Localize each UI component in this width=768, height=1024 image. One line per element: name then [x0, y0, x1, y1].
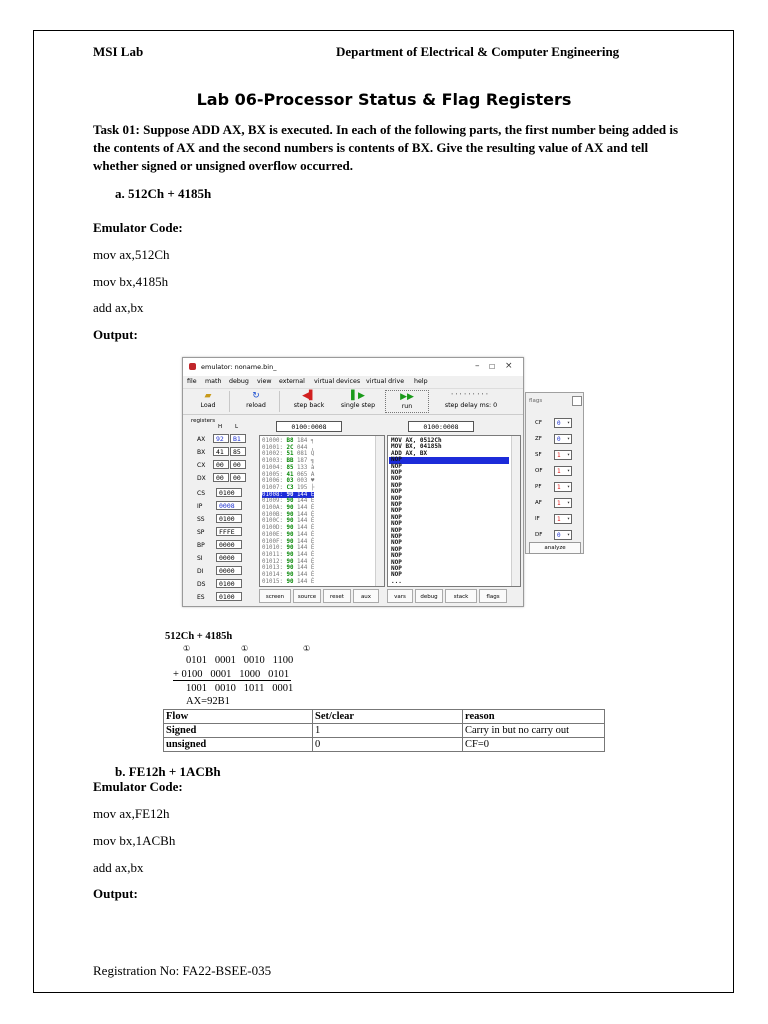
disassembly-row[interactable]: NOP [391, 552, 402, 560]
memory-row[interactable]: 01009: 90 144 É [262, 498, 315, 505]
ip-field[interactable]: 0008 [216, 501, 242, 510]
table-cell: 0 [313, 738, 463, 752]
menu-virtual-devices[interactable]: virtual devices [314, 378, 361, 385]
binary-row-bx: + 0100 0001 1000 0101 [173, 669, 290, 680]
part-b-heading: b. FE12h + 1ACBh [115, 764, 221, 779]
step-back-icon: ◀▌ [302, 391, 316, 401]
disassembly-address-field[interactable]: 0100:0008 [408, 421, 474, 432]
reg-name: BX [197, 449, 206, 456]
ss-field[interactable]: 0100 [216, 514, 242, 523]
reg-name: AX [197, 436, 206, 443]
toolbar-separator [279, 391, 280, 412]
part-b-code-line: mov bx,1ACBh [93, 833, 176, 848]
sf-flag-select[interactable]: 1 ▾ [554, 450, 572, 460]
carry-mark: ① [183, 644, 191, 653]
memory-row[interactable]: 01015: 90 144 É [262, 578, 315, 585]
menu-debug[interactable]: debug [229, 378, 249, 385]
disassembly-row[interactable]: NOP [391, 558, 402, 566]
memory-row[interactable]: 01000: B8 184 ╕ [262, 438, 315, 444]
menu-external[interactable]: external [279, 378, 305, 385]
reg-name: IP [197, 503, 203, 510]
flag-name: IF [535, 516, 540, 522]
disassembly-scrollbar[interactable] [511, 436, 520, 586]
df-flag-select[interactable]: 0 ▾ [554, 530, 572, 540]
footer-registration: Registration No: FA22-BSEE-035 [93, 963, 272, 978]
part-a-output-label: Output: [93, 327, 138, 342]
disassembly-row[interactable]: NOP [391, 475, 402, 483]
memory-row[interactable]: 01013: 90 144 É [262, 565, 315, 572]
reg-name: SS [197, 516, 205, 523]
single-step-icon: ▌▶ [351, 391, 365, 401]
zf-flag-select[interactable]: 0 ▾ [554, 434, 572, 444]
disassembly-row[interactable]: NOP [389, 457, 509, 463]
disassembly-row[interactable]: NOP [391, 520, 402, 528]
di-field[interactable]: 0000 [216, 566, 242, 575]
flag-name: SF [535, 452, 542, 458]
reload-icon: ↻ [252, 391, 260, 401]
table-header-row [164, 710, 605, 724]
dx-h-field[interactable]: 00 [213, 473, 229, 482]
af-flag-select[interactable]: 1 ▾ [554, 498, 572, 508]
emulator-app-icon [189, 363, 196, 370]
l-label: L [235, 424, 239, 430]
ax-l-field[interactable]: B1 [230, 434, 246, 443]
binary-row-ax: 0101 0001 0010 1100 [186, 655, 294, 666]
memory-row[interactable]: 0100B: 90 144 É [262, 511, 315, 518]
step-delay-slider[interactable]: ''''''''' step delay ms: 0 [433, 390, 509, 409]
part-a-code-line: mov bx,4185h [93, 274, 169, 289]
memory-address-field[interactable]: 0100:0008 [276, 421, 342, 432]
ax-h-field[interactable]: 92 [213, 434, 229, 443]
stack-button[interactable]: stack [445, 589, 477, 603]
part-a-code-line: add ax,bx [93, 300, 144, 315]
run-icon: ▶▶ [400, 392, 414, 402]
disassembly-row[interactable]: NOP [391, 507, 402, 515]
si-field[interactable]: 0000 [216, 553, 242, 562]
bx-l-field[interactable]: 85 [230, 447, 246, 456]
maximize-icon[interactable]: ☐ [489, 363, 496, 371]
flags-close-icon[interactable] [572, 396, 582, 406]
memory-row[interactable]: 01002: 51 081 Q [262, 451, 315, 458]
of-flag-select[interactable]: 1 ▾ [554, 466, 572, 476]
cx-h-field[interactable]: 00 [213, 460, 229, 469]
table-cell: CF=0 [463, 738, 605, 752]
part-b-code-line: mov ax,FE12h [93, 806, 170, 821]
cx-l-field[interactable]: 00 [230, 460, 246, 469]
reg-name: CS [197, 490, 205, 497]
part-b-code-label: Emulator Code: [93, 779, 183, 794]
disassembly-row[interactable]: NOP [391, 488, 402, 496]
part-a-heading: a. 512Ch + 4185h [115, 186, 212, 201]
menu-math[interactable]: math [205, 378, 222, 385]
emulator-menubar [183, 377, 523, 387]
memory-row[interactable]: 01004: 85 133 à [262, 464, 315, 471]
part-b-code-line: add ax,bx [93, 860, 144, 875]
carry-mark: ① [241, 644, 249, 653]
disassembly-row[interactable]: ... [391, 577, 402, 585]
calc-title: 512Ch + 4185h [165, 631, 233, 642]
cf-flag-select[interactable]: 0 ▾ [554, 418, 572, 428]
sp-field[interactable]: FFFE [216, 527, 242, 536]
disassembly-row[interactable]: NOP [391, 462, 402, 470]
dropdown-arrow-icon: ▾ [566, 532, 570, 538]
dropdown-arrow-icon: ▾ [566, 452, 570, 458]
memory-row[interactable]: 0100E: 90 144 É [262, 531, 315, 538]
h-label: H [218, 424, 223, 430]
memory-row[interactable]: 01012: 90 144 É [262, 558, 315, 565]
disassembly-row[interactable]: ADD AX, BX [391, 449, 428, 457]
folder-icon: ▰ [204, 391, 212, 401]
load-button[interactable]: ▰ Load [191, 390, 225, 409]
flag-name: OF [535, 468, 543, 474]
flag-name: CF [535, 420, 543, 426]
table-header-cell: Set/clear [313, 710, 463, 724]
header-left: MSI Lab [93, 44, 144, 59]
reset-button[interactable]: reset [323, 589, 351, 603]
flags-window [525, 392, 584, 554]
registers-label: registers [191, 418, 216, 424]
emulator-toolbar [183, 388, 523, 415]
emulator-titlebar [183, 358, 523, 376]
disassembly-row[interactable]: NOP [391, 533, 402, 540]
disassembly-row[interactable]: NOP [391, 565, 402, 572]
table-cell: 1 [313, 724, 463, 738]
memory-row[interactable]: 0100D: 90 144 É [262, 525, 315, 532]
dropdown-arrow-icon: ▾ [566, 484, 570, 490]
table-header-cell: reason [463, 710, 605, 724]
memory-row[interactable]: 01003: BB 187 ╗ [262, 458, 315, 465]
disassembly-row[interactable]: NOP [391, 539, 402, 547]
reg-name: ES [197, 594, 205, 601]
menu-virtual-drive[interactable]: virtual drive [366, 378, 405, 385]
memory-scrollbar[interactable] [375, 436, 384, 586]
flag-name: AF [535, 500, 542, 506]
disassembly-row[interactable]: NOP [391, 571, 402, 579]
ds-field[interactable]: 0100 [216, 579, 242, 588]
dx-l-field[interactable]: 00 [230, 473, 246, 482]
if-flag-select[interactable]: 1 ▾ [554, 514, 572, 524]
dropdown-arrow-icon: ▾ [566, 468, 570, 474]
emulator-window [182, 357, 524, 607]
dropdown-arrow-icon: ▾ [566, 436, 570, 442]
reg-name: DX [197, 475, 206, 482]
menu-help[interactable]: help [414, 378, 428, 385]
screen-button[interactable]: screen [259, 589, 291, 603]
disassembly-row[interactable]: MOV BX, 04185h [391, 443, 442, 451]
table-cell: Signed [164, 724, 313, 738]
task-text: Task 01: Suppose ADD AX, BX is executed. In each of the following parts, the first number being added is the contents of AX and the second numbers is contents of BX. Give the resulting value of AX and tell whether signed or unsigned overflow occurred. [93, 122, 679, 173]
overflow-table [163, 709, 605, 752]
memory-row[interactable]: 0100C: 90 144 É [262, 518, 315, 525]
table-header-cell: Flow [164, 710, 313, 724]
flags-window-title: flags [529, 398, 543, 404]
analyze-button[interactable]: analyze [529, 542, 581, 554]
reg-name: DI [197, 568, 204, 575]
bp-field[interactable]: 0000 [216, 540, 242, 549]
binary-row-result: 1001 0010 1011 0001 [186, 683, 294, 694]
ax-result: AX=92B1 [186, 696, 230, 707]
memory-row[interactable]: 0100F: 90 144 É [262, 538, 315, 545]
disassembly-row[interactable]: NOP [391, 469, 402, 476]
memory-row[interactable]: 01008: 90 144 É [262, 491, 315, 498]
flags-button[interactable]: flags [479, 589, 507, 603]
part-a-code-label: Emulator Code: [93, 220, 183, 235]
disassembly-row[interactable]: NOP [391, 513, 402, 521]
close-icon[interactable]: × [505, 361, 513, 371]
memory-row[interactable]: 01005: 41 065 A [262, 471, 315, 478]
part-a-code-line: mov ax,512Ch [93, 247, 170, 262]
pf-flag-select[interactable]: 1 ▾ [554, 482, 572, 492]
disassembly-row[interactable]: MOV AX, 0512Ch [391, 437, 442, 444]
toolbar-separator [229, 391, 230, 412]
memory-row[interactable]: 0100A: 90 144 É [262, 505, 315, 511]
part-b-output-label: Output: [93, 886, 138, 901]
table-cell: unsigned [164, 738, 313, 752]
es-field[interactable]: 0100 [216, 592, 242, 601]
reg-name: SP [197, 529, 205, 536]
vars-button[interactable]: vars [387, 589, 413, 603]
memory-row[interactable]: 01011: 90 144 É [262, 551, 315, 558]
disassembly-row[interactable]: NOP [391, 481, 402, 489]
memory-pane[interactable] [259, 435, 385, 587]
memory-row[interactable]: 01010: 90 144 É [262, 545, 315, 552]
table-cell: Carry in but no carry out [463, 724, 605, 738]
single-step-button[interactable]: ▌▶ single step [335, 390, 381, 409]
aux-button[interactable]: aux [353, 589, 379, 603]
disassembly-row[interactable]: NOP [391, 526, 402, 534]
slider-ticks-icon: ''''''''' [451, 393, 491, 399]
dropdown-arrow-icon: ▾ [566, 420, 570, 426]
reg-name: DS [197, 581, 206, 588]
flag-name: PF [535, 484, 542, 490]
memory-row[interactable]: 01014: 90 144 É [262, 572, 315, 578]
disassembly-row[interactable]: NOP [391, 545, 402, 553]
flag-name: DF [535, 532, 543, 538]
cs-field[interactable]: 0100 [216, 488, 242, 497]
dropdown-arrow-icon: ▾ [566, 516, 570, 522]
page-title: Lab 06-Processor Status & Flag Registers [196, 90, 572, 109]
debug-button[interactable]: debug [415, 589, 443, 603]
flag-name: ZF [535, 436, 542, 442]
disassembly-row[interactable]: NOP [391, 494, 402, 502]
step-back-button[interactable]: ◀▌ step back [287, 390, 331, 409]
memory-row[interactable]: 01001: 2C 044 , [262, 444, 315, 451]
memory-row[interactable]: 01007: C3 195 ├ [262, 484, 315, 491]
reload-button[interactable]: ↻ reload [239, 390, 273, 409]
bx-h-field[interactable]: 41 [213, 447, 229, 456]
table-row [164, 738, 605, 752]
minimize-icon[interactable]: – [475, 361, 480, 371]
dropdown-arrow-icon: ▾ [566, 500, 570, 506]
header-right: Department of Electrical & Computer Engineering [336, 44, 620, 59]
run-button[interactable]: ▶▶ run [385, 390, 429, 413]
memory-row[interactable]: 01006: 03 003 ♥ [262, 478, 315, 485]
reg-name: SI [197, 555, 203, 562]
table-row [164, 724, 605, 738]
disassembly-row[interactable]: NOP [391, 501, 402, 508]
emulator-window-title: emulator: noname.bin_ [201, 363, 277, 371]
carry-mark: ① [303, 644, 311, 653]
reg-name: BP [197, 542, 205, 549]
disassembly-pane[interactable] [387, 435, 521, 587]
source-button[interactable]: source [293, 589, 321, 603]
menu-file[interactable]: file [187, 378, 197, 385]
menu-view[interactable]: view [257, 378, 272, 385]
reg-name: CX [197, 462, 206, 469]
